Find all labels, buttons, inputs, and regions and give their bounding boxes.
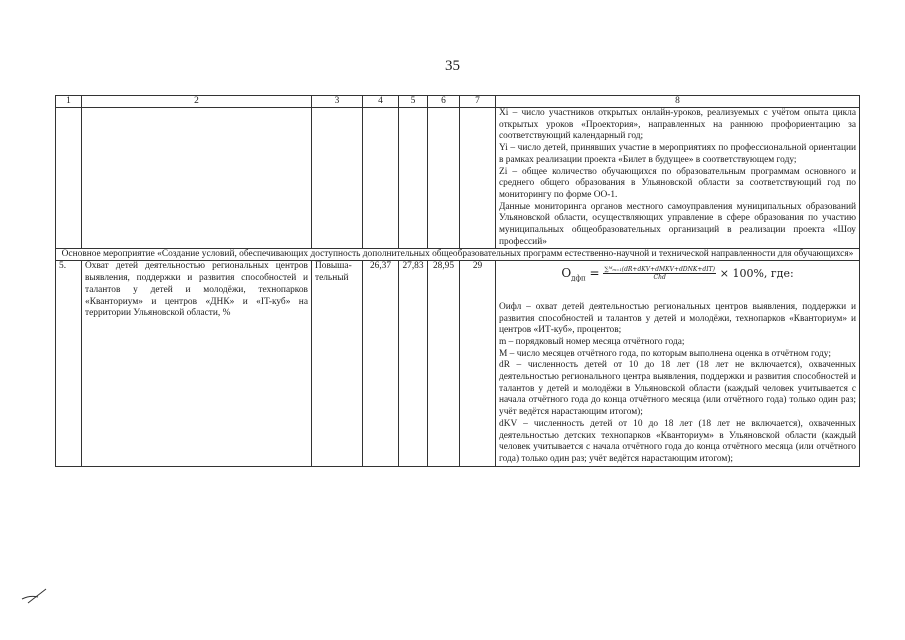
column-header: 3 xyxy=(312,96,363,108)
column-header: 1 xyxy=(56,96,82,108)
definition-paragraph: Yi – число детей, принявших участие в мероприятиях по профессиональной ориентации в рамках реализации проекта «Билет в будущее» в соответствующем году; xyxy=(499,143,856,165)
definition-paragraph: dKV – численность детей от 10 до 18 лет (18 лет не включается), охваченных деятельностью детских технопарков «Кванториум» в Ульяновской области (каждый человек учитывается с начала отчётного года до конца отчётного месяца (или отчётного года) только один раз; учёт ведётся нарастающим итогом); xyxy=(499,418,856,464)
column-header: 4 xyxy=(363,96,399,108)
formula-lhs-subscript: дфп xyxy=(571,274,586,283)
definition-paragraph: dR – численность детей от 10 до 18 лет (18 лет не включается), охваченных деятельностью регионального центра выявления, поддержки и развития способностей и талантов у детей и молодёжи в Ульяновской области (каждый человек учитывается с начала отчётного года до конца отчётного месяца (или отчётного года) только один раз; учёт ведётся нарастающим итогом); xyxy=(499,360,856,418)
value-cell: 29 xyxy=(460,261,496,466)
definition-paragraph: Оифл – охват детей деятельностью региональных центров выявления, поддержки и развития способностей и талантов у детей и молодёжи, технопарков «Кванториум» и центров «ИТ-куб», процентов; xyxy=(499,301,856,336)
formula-fraction xyxy=(603,266,716,281)
continuation-row xyxy=(56,108,860,249)
value-cell: 28,95 xyxy=(428,261,460,466)
row-number: 5. xyxy=(56,261,82,466)
value-cell: 26,37 xyxy=(363,261,399,466)
pen-mark-icon xyxy=(20,585,50,605)
column-header: 8 xyxy=(496,96,860,108)
definition-paragraph: m – порядковый номер месяца отчётного года; xyxy=(499,336,685,347)
section-heading-row xyxy=(56,249,860,261)
section-heading: Основное мероприятие «Создание условий, обеспечивающих доступность дополнительных общеобразовательных программ естественно-научной и технической направленности для обучающихся» xyxy=(56,249,860,261)
formula: $O_{дфп}$ = $\frac{\text{∑ᴹₘ₌₁(dR+dKV+dMKV+dDNK+dIT)}}{\text{Chd}}$ × 100%, где: xyxy=(561,266,794,283)
indicator-name: Охват детей деятельностью региональных центров выявления, поддержки и развития способностей и талантов у детей и молодёжи, технопарков «Кванториум» и центров «ДНК» и «IT-куб» на территории Ульяновской области, % xyxy=(82,261,312,466)
method-description-cell xyxy=(496,261,860,466)
formula-lhs: O xyxy=(561,266,572,281)
formula-rhs: × 100%, где: xyxy=(719,267,794,281)
column-header: 5 xyxy=(399,96,428,108)
column-number-row xyxy=(56,96,860,108)
definition-paragraph: M – число месяцев отчётного года, по которым выполнена оценка в отчётном году; xyxy=(499,348,831,359)
table-row xyxy=(56,261,860,466)
definition-paragraph: Xi – число участников открытых онлайн-уроков, реализуемых с учётом опыта цикла открытых уроков «Проектория», направленных на раннюю профориентацию за соответствующий календарный год; xyxy=(499,108,856,142)
indicators-table xyxy=(55,95,860,467)
value-cell: 27,83 xyxy=(399,261,428,466)
column-header: 7 xyxy=(460,96,496,108)
column-header: 2 xyxy=(82,96,312,108)
method-description-cell xyxy=(496,108,860,249)
formula-denominator: Chd xyxy=(653,274,666,282)
definition-paragraph: Zi – общее количество обучающихся по образовательным программам основного и среднего общего образования в Ульяновской области за соответствующий год по мониторингу по форме ОО-1. xyxy=(499,166,856,200)
indicator-type: Повыша-тельный xyxy=(312,261,363,466)
page-number: 35 xyxy=(445,58,460,74)
definition-paragraph: Данные мониторинга органов местного самоуправления муниципальных образований Ульяновской области, осуществляющих управление в сфере образования по участию муниципальных общеобразовательных организаций в реализации проекта «Шоу профессий» xyxy=(499,201,856,247)
column-header: 6 xyxy=(428,96,460,108)
formula-numerator: ∑ᴹₘ₌₁(dR+dKV+dMKV+dDNK+dIT) xyxy=(604,266,715,274)
